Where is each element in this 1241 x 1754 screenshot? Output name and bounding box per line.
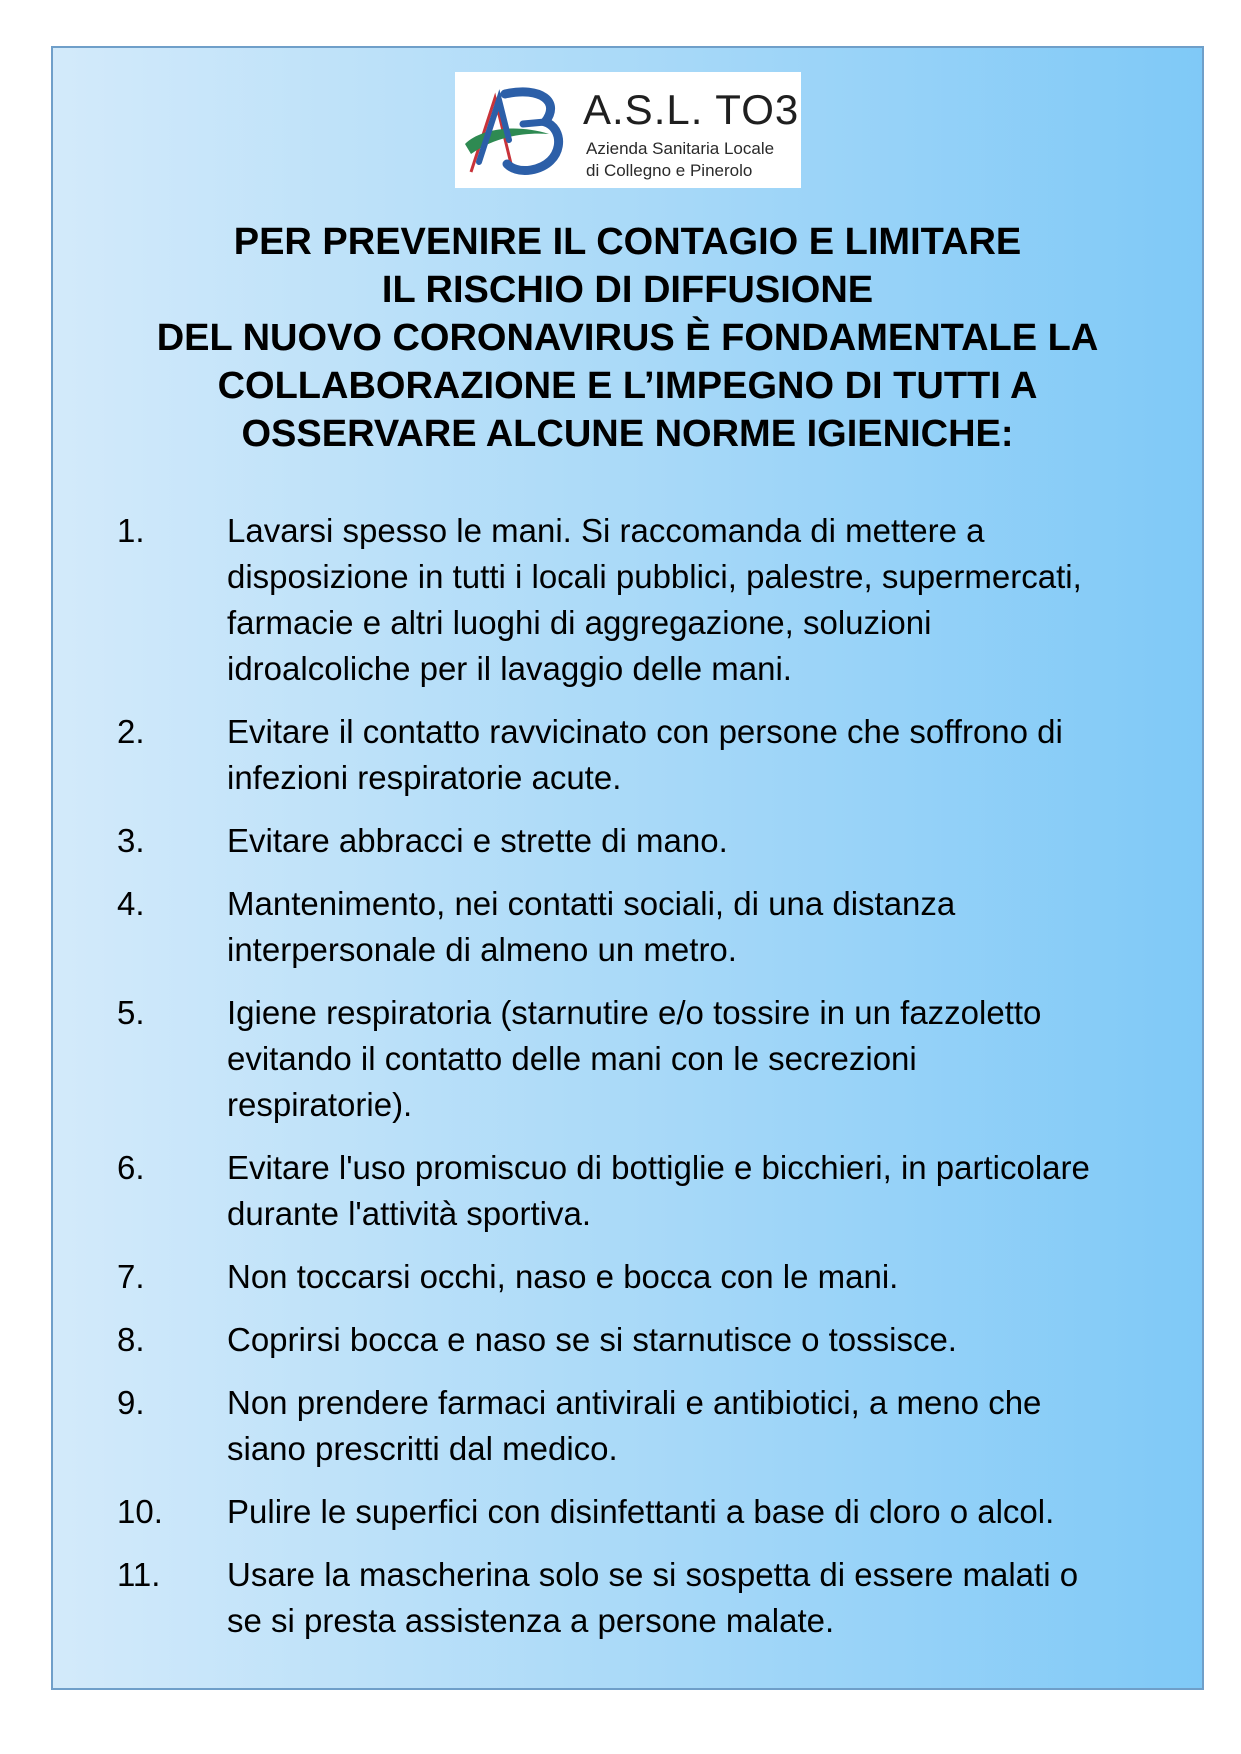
- hygiene-rules-list: [117, 508, 1197, 1661]
- rule-number: 11.: [117, 1556, 161, 1593]
- rule-item: [117, 1254, 1197, 1300]
- rule-text-line: respiratorie).: [227, 1086, 413, 1123]
- rule-number: 3.: [117, 822, 145, 859]
- rule-number: 9.: [117, 1384, 145, 1421]
- asl-logo-mark-icon: [461, 80, 569, 180]
- notice-panel: [51, 46, 1204, 1690]
- rule-item: [117, 1380, 1197, 1472]
- rule-text-line: Evitare l'uso promiscuo di bottiglie e bicchieri, in particolare: [227, 1149, 1090, 1186]
- rule-text-line: idroalcoliche per il lavaggio delle mani.: [227, 650, 792, 687]
- rule-number: 1.: [117, 512, 145, 549]
- rule-item: [117, 1489, 1197, 1535]
- rule-text-line: infezioni respiratorie acute.: [227, 759, 622, 796]
- rule-text-line: Coprirsi bocca e naso se si starnutisce o tossisce.: [227, 1321, 957, 1358]
- rule-number: 8.: [117, 1321, 145, 1358]
- rule-item: [117, 1552, 1197, 1644]
- rule-item: [117, 881, 1197, 973]
- rule-text-line: Evitare abbracci e strette di mano.: [227, 822, 728, 859]
- rule-item: [117, 1317, 1197, 1363]
- headline-line: IL RISCHIO DI DIFFUSIONE: [381, 269, 874, 311]
- rule-text-line: Non toccarsi occhi, naso e bocca con le mani.: [227, 1258, 899, 1295]
- rule-text-line: Lavarsi spesso le mani. Si raccomanda di mettere a: [227, 512, 985, 549]
- rule-item: [117, 709, 1197, 801]
- rule-text-line: durante l'attività sportiva.: [227, 1195, 591, 1232]
- rule-text-line: evitando il contatto delle mani con le secrezioni: [227, 1040, 917, 1077]
- rule-number: 7.: [117, 1258, 145, 1295]
- rule-text-line: interpersonale di almeno un metro.: [227, 931, 737, 968]
- headline-line: DEL NUOVO CORONAVIRUS È FONDAMENTALE LA: [156, 317, 1099, 359]
- rule-text-line: farmacie e altri luoghi di aggregazione, soluzioni: [227, 604, 932, 641]
- rule-item: [117, 508, 1197, 692]
- asl-logo: [455, 72, 801, 188]
- rule-text-line: Mantenimento, nei contatti sociali, di una distanza: [227, 885, 956, 922]
- headline: [53, 218, 1202, 458]
- rule-number: 2.: [117, 713, 145, 750]
- rule-number: 6.: [117, 1149, 145, 1186]
- rule-item: [117, 818, 1197, 864]
- rule-text-line: siano prescritti dal medico.: [227, 1430, 618, 1467]
- rule-text-line: Non prendere farmaci antivirali e antibiotici, a meno che: [227, 1384, 1042, 1421]
- rule-text-line: Igiene respiratoria (starnutire e/o tossire in un fazzoletto: [227, 994, 1042, 1031]
- rule-number: 5.: [117, 994, 145, 1031]
- rule-text-line: Pulire le superfici con disinfettanti a base di cloro o alcol.: [227, 1493, 1055, 1530]
- rule-text-line: Evitare il contatto ravvicinato con persone che soffrono di: [227, 713, 1063, 750]
- rule-number: 10.: [117, 1493, 163, 1530]
- logo-subtitle-line1: Azienda Sanitaria Locale: [586, 139, 775, 158]
- rule-item: [117, 990, 1197, 1128]
- headline-line: OSSERVARE ALCUNE NORME IGIENICHE:: [241, 413, 1014, 455]
- rule-item: [117, 1145, 1197, 1237]
- rule-text-line: se si presta assistenza a persone malate.: [227, 1602, 835, 1639]
- headline-line: COLLABORAZIONE E L’IMPEGNO DI TUTTI A: [217, 365, 1038, 407]
- logo-subtitle-line2: di Collegno e Pinerolo: [586, 161, 753, 180]
- rule-number: 4.: [117, 885, 145, 922]
- rule-text-line: Usare la mascherina solo se si sospetta di essere malati o: [227, 1556, 1079, 1593]
- rule-text-line: disposizione in tutti i locali pubblici, palestre, supermercati,: [227, 558, 1082, 595]
- logo-title: A.S.L. TO3: [583, 86, 800, 133]
- headline-line: PER PREVENIRE IL CONTAGIO E LIMITARE: [233, 221, 1022, 263]
